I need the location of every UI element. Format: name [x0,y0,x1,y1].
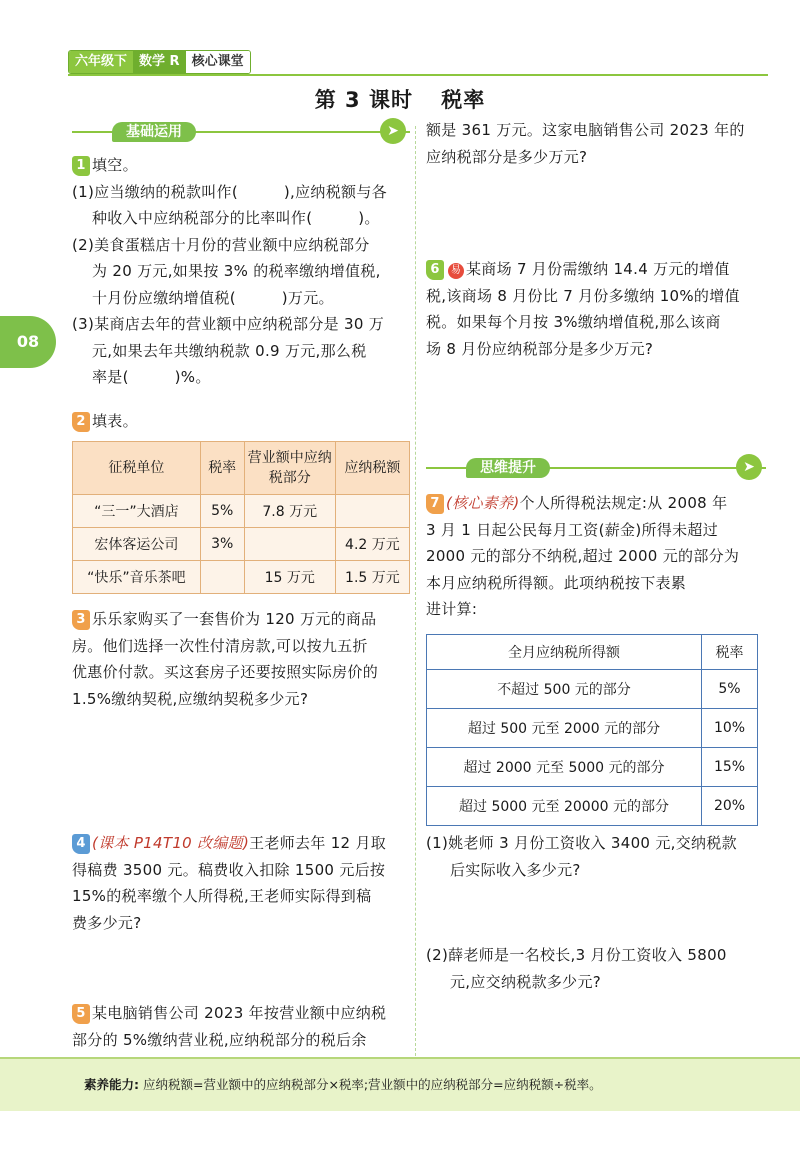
question-title: 填表。 [92,412,138,430]
table-header-cell: 征税单位 [73,442,201,495]
header-badge [68,50,251,74]
grade-label: 六年级下 [69,51,133,73]
table-cell: 超过 5000 元至 20000 元的部分 [427,787,702,826]
q7-sub2-line: 元,应交纳税款多少元? [450,972,602,991]
q3-line: 优惠价付款。买这套房子还要按照实际房价的 [72,663,379,681]
table-row [73,495,410,528]
q1-line: 元,如果去年共缴纳税款 0.9 万元,那么税 [92,341,367,360]
table-cell: 4.2 万元 [335,528,409,561]
table-cell: 20% [702,787,758,826]
table-row [73,528,410,561]
question-number: 5 [72,1004,90,1024]
table-header-cell: 全月应纳税所得额 [427,635,702,670]
table-header-row [427,635,758,670]
q1-line: 十月份应缴纳增值税( )万元。 [92,288,334,307]
table-header-row [73,442,410,495]
q3-line: 乐乐家购买了一套售价为 120 万元的商品 [92,610,377,628]
table-row [427,670,758,709]
table-header-cell: 税率 [702,635,758,670]
q7-sub1-line: (1)姚老师 3 月份工资收入 3400 元,交纳税款 [426,834,737,852]
question-number: 2 [72,412,90,432]
q4-line: 费多少元? [72,913,142,932]
header-rule [68,74,768,76]
question-3 [72,606,412,712]
q7-line: 2000 元的部分不纳税,超过 2000 元的部分为 [426,547,740,565]
lesson-label: 税率 [441,88,486,112]
series-label: 核心课堂 [186,51,250,73]
question-number: 6 [426,260,444,280]
q4-line: 王老师去年 12 月取 [249,834,387,852]
section-banner-advanced [426,458,766,478]
question-number: 1 [72,156,90,176]
q7-line: 个人所得税法规定:从 2008 年 [519,494,728,512]
question-number: 3 [72,610,90,630]
section-banner-basic [72,122,410,142]
tax-rate-table [426,634,758,826]
question-7-part-2 [426,942,771,995]
q6-line: 场 8 月份应纳税部分是多少万元? [426,339,654,358]
paper-plane-icon: ➤ [380,118,406,144]
table-cell: 宏体客运公司 [73,528,201,561]
table-header-cell: 应纳税额 [335,442,409,495]
question-7-part-1 [426,830,771,883]
column-divider [415,126,416,1056]
question-2 [72,408,412,435]
footer-formula: 应纳税额=营业额中的应纳税部分×税率;营业额中的应纳税部分=应纳税额÷税率。 [142,1077,602,1092]
q3-line: 1.5%缴纳契税,应缴纳契税多少元? [72,689,309,708]
table-cell: 超过 2000 元至 5000 元的部分 [427,748,702,787]
table-cell: 15% [702,748,758,787]
page-number-tab: 08 [0,316,56,368]
table-cell-blank[interactable] [244,528,335,561]
question-4 [72,830,412,936]
q1-line: (1)应当缴纳的税款叫作( ),应纳税额与各 [72,182,387,201]
question-title: 填空。 [92,156,138,174]
q7-line: 本月应纳税所得额。此项纳税按下表累 [426,573,687,592]
q1-line: 为 20 万元,如果按 3% 的税率缴纳增值税, [92,262,381,280]
table-header-cell: 税率 [200,442,244,495]
question-1 [72,152,412,391]
question-5-continued [426,117,766,170]
q1-line: 率是( )%。 [92,368,211,386]
table-row [427,748,758,787]
question-5 [72,1000,412,1053]
q1-line: (2)美食蛋糕店十月份的营业额中应纳税部分 [72,235,370,254]
table-cell-blank[interactable] [200,561,244,594]
q5-line: 某电脑销售公司 2023 年按营业额中应纳税 [92,1004,387,1022]
subject-label: 数学 R [133,51,186,73]
table-row [427,787,758,826]
section-title: 基础运用 [112,122,196,142]
literacy-footer [0,1057,800,1111]
question-6 [426,256,771,362]
question-7 [426,490,771,623]
tax-fill-table [72,441,410,594]
q4-line: 15%的税率缴个人所得税,王老师实际得到稿 [72,887,372,905]
table-cell: 超过 500 元至 2000 元的部分 [427,709,702,748]
question-source: (课本 P14T10 改编题) [92,834,250,852]
q7-line: 3 月 1 日起公民每月工资(薪金)所得未超过 [426,520,718,539]
table-header-cell: 营业额中应纳税部分 [244,442,335,495]
q1-line: 种收入中应纳税部分的比率叫作( )。 [92,209,380,227]
q1-line: (3)某商店去年的营业额中应纳税部分是 30 万 [72,315,385,333]
section-title: 思维提升 [466,458,550,478]
table-cell-blank[interactable] [335,495,409,528]
q7-line: 进计算: [426,600,478,618]
table-cell: “三一”大酒店 [73,495,201,528]
q6-line: 税,该商场 8 月份比 7 月份多缴纳 10%的增值 [426,286,740,305]
q3-line: 房。他们选择一次性付清房款,可以按九五折 [72,636,368,655]
q6-line: 税。如果每个月按 3%缴纳增值税,那么该商 [426,313,721,331]
q7-sub2-line: (2)薛老师是一名校长,3 月份工资收入 5800 [426,946,727,964]
q4-line: 得稿费 3500 元。稿费收入扣除 1500 元后按 [72,860,386,879]
question-number: 7 [426,494,444,514]
table-row [73,561,410,594]
table-cell: 5% [702,670,758,709]
table-cell: 15 万元 [244,561,335,594]
chapter-label: 第 3 课时 [314,88,413,112]
q5-line: 部分的 5%缴纳营业税,应纳税部分的税后余 [72,1030,367,1049]
table-cell: 7.8 万元 [244,495,335,528]
q6-line: 某商场 7 月份需缴纳 14.4 万元的增值 [466,260,730,278]
page-title [0,84,800,114]
q5-line: 应纳税部分是多少万元? [426,147,588,166]
paper-plane-icon: ➤ [736,454,762,480]
footer-label: 素养能力: [84,1077,139,1092]
table-row [427,709,758,748]
table-cell: 不超过 500 元的部分 [427,670,702,709]
table-cell: 1.5 万元 [335,561,409,594]
table-cell: 10% [702,709,758,748]
table-cell: 5% [200,495,244,528]
table-cell: 3% [200,528,244,561]
hot-badge-icon: 易 [448,263,464,279]
q7-sub1-line: 后实际收入多少元? [450,860,581,879]
question-source: (核心素养) [446,494,520,512]
table-cell: “快乐”音乐茶吧 [73,561,201,594]
question-number: 4 [72,834,90,854]
q5-line: 额是 361 万元。这家电脑销售公司 2023 年的 [426,121,745,139]
